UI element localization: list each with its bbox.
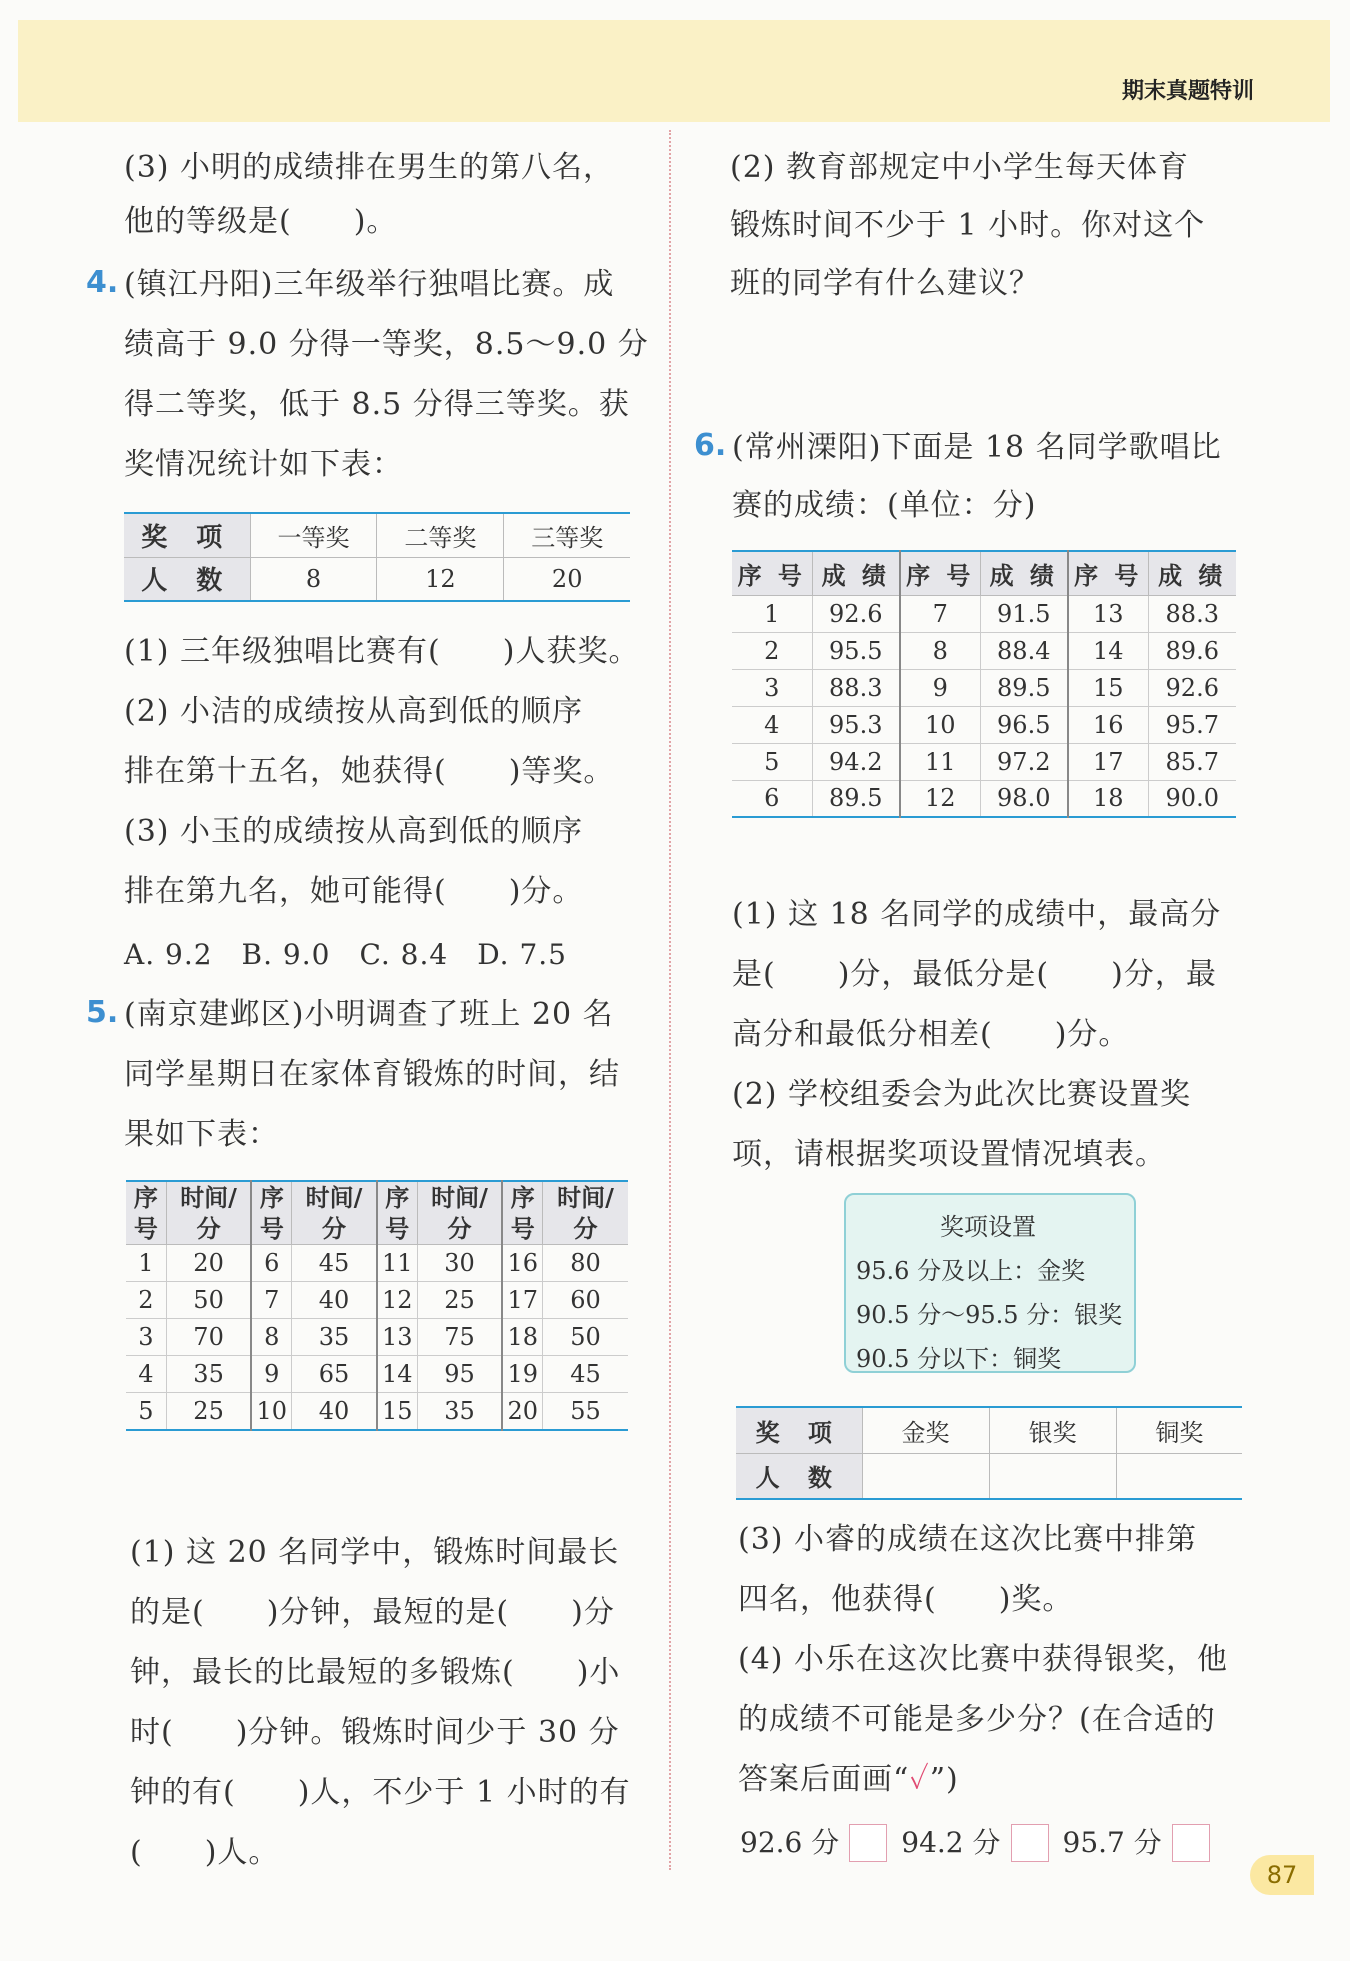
table-row: 6 89.5 12 98.0 18 90.0 [732,780,1236,817]
q5-sub-6: ( )人。 [130,1835,280,1870]
table-row: 3 70 8 35 13 75 18 50 [126,1319,628,1356]
header-cell: 时间/ 分 [543,1181,628,1245]
q6-line-2: 赛的成绩：(单位：分) [732,488,1037,523]
header-cell: 时间/ 分 [166,1181,251,1245]
column-divider [669,130,671,1870]
header-cell: 成 绩 [980,551,1068,595]
question-5-number: 5. [86,995,119,1030]
table-row: 4 95.3 10 96.5 16 95.7 [732,706,1236,743]
header-cell: 成 绩 [812,551,900,595]
q4-sub-3: 排在第十五名，她获得( )等奖。 [124,754,615,789]
award-box-line-1: 95.6 分及以上：金奖 [856,1257,1086,1285]
answer-checkbox[interactable] [1172,1824,1210,1862]
table-cell: 一等奖 [250,513,377,557]
page-number: 87 [1250,1855,1314,1895]
table-row-head: 奖 项 [124,513,250,557]
answer-cell[interactable] [989,1453,1116,1499]
answer-checkbox[interactable] [1011,1824,1049,1862]
q6-sub1-1: (1) 这 18 名同学的成绩中，最高分 [732,897,1222,932]
q4-sub-4: (3) 小玉的成绩按从高到低的顺序 [124,814,584,849]
q6-sub2-5: 答案后面画“✓”) [738,1762,959,1797]
table-row: 4 35 9 65 14 95 19 45 [126,1356,628,1393]
award-box-line-3: 90.5 分以下：铜奖 [856,1345,1062,1373]
header-cell: 时间/ 分 [417,1181,502,1245]
q5-sub-1: (1) 这 20 名同学中，锻炼时间最长 [130,1535,620,1570]
award-box-line-2: 90.5 分～95.5 分：银奖 [856,1301,1123,1329]
table-row-head: 奖 项 [736,1407,862,1453]
q5-sub-3: 钟，最长的比最短的多锻炼( )小 [130,1655,621,1690]
table-cell: 银奖 [989,1407,1116,1453]
q5-2-line-2: 锻炼时间不少于 1 小时。你对这个 [730,208,1206,243]
q4-sub-5: 排在第九名，她可能得( )分。 [124,874,584,909]
table-row-head: 人 数 [736,1453,862,1499]
page-header-band [18,20,1330,122]
header-cell: 序 号 [502,1181,542,1245]
award-count-table [124,512,630,602]
q4-sub-2: (2) 小洁的成绩按从高到低的顺序 [124,694,584,729]
header-cell: 序 号 [126,1181,166,1245]
q4-line-4: 奖情况统计如下表： [124,447,403,482]
table-cell: 二等奖 [377,513,504,557]
table-cell: 8 [250,557,377,601]
award-settings-box [844,1193,1136,1373]
exercise-time-table [126,1180,628,1431]
award-fill-table [736,1406,1242,1500]
table-row: 1 92.6 7 91.5 13 88.3 [732,595,1236,632]
q6-sub1-2: 是( )分，最低分是( )分，最 [732,957,1217,992]
q6-sub2-2: 四名，他获得( )奖。 [738,1582,1074,1617]
q4-line-3: 得二等奖，低于 8.5 分得三等奖。获 [124,387,630,422]
q6-line-1: (常州溧阳)下面是 18 名同学歌唱比 [732,430,1222,465]
table-row: 1 20 6 45 11 30 16 80 [126,1245,628,1282]
table-row: 2 50 7 40 12 25 17 60 [126,1282,628,1319]
answer-checkbox[interactable] [849,1824,887,1862]
option-label: 95.7 分 [1062,1826,1162,1859]
table-row-head: 人 数 [124,557,250,601]
header-cell: 序 号 [377,1181,417,1245]
q6-sub2-1: (3) 小睿的成绩在这次比赛中排第 [738,1522,1198,1557]
q6-sub1-4: (2) 学校组委会为此次比赛设置奖 [732,1077,1192,1112]
header-cell: 序 号 [1068,551,1148,595]
q5-2-line-3: 班的同学有什么建议？ [730,266,1040,301]
option-label: 94.2 分 [901,1826,1001,1859]
table-cell: 20 [504,557,630,601]
check-mark-icon: ✓ [909,1762,930,1797]
q5-line-2: 同学星期日在家体育锻炼的时间，结 [124,1057,620,1092]
table-cell: 12 [377,557,504,601]
table-cell: 铜奖 [1116,1407,1242,1453]
q3-3-line-2: 他的等级是( )。 [124,204,398,239]
q5-2-line-1: (2) 教育部规定中小学生每天体育 [730,150,1190,185]
header-title: 期末真题特训 [1121,79,1254,104]
table-row: 3 88.3 9 89.5 15 92.6 [732,669,1236,706]
table-cell: 三等奖 [504,513,630,557]
q6-sub1-5: 项，请根据奖项设置情况填表。 [732,1137,1166,1172]
q4-line-1: (镇江丹阳)三年级举行独唱比赛。成 [124,267,615,302]
q6-sub2-4: 的成绩不可能是多少分？(在合适的 [738,1702,1216,1737]
q3-3-line-1: (3) 小明的成绩排在男生的第八名， [124,150,615,185]
q5-sub-4: 时( )分钟。锻炼时间少于 30 分 [130,1715,620,1750]
header-cell: 序 号 [900,551,980,595]
table-row: 2 95.5 8 88.4 14 89.6 [732,632,1236,669]
answer-cell[interactable] [862,1453,989,1499]
header-cell: 序 号 [732,551,812,595]
table-row: 5 25 10 40 15 35 20 55 [126,1393,628,1430]
q6-sub1-3: 高分和最低分相差( )分。 [732,1017,1130,1052]
q5-sub-5: 钟的有( )人，不少于 1 小时的有 [130,1775,631,1810]
table-row: 5 94.2 11 97.2 17 85.7 [732,743,1236,780]
q5-line-3: 果如下表： [124,1117,279,1152]
q4-sub-1: (1) 三年级独唱比赛有( )人获奖。 [124,634,640,669]
singing-score-table [732,550,1236,818]
q4-line-2: 绩高于 9.0 分得一等奖，8.5～9.0 分 [124,327,649,362]
header-cell: 成 绩 [1148,551,1236,595]
question-4-number: 4. [86,265,119,300]
question-6-number: 6. [694,428,727,463]
q6-answer-options [740,1823,1224,1863]
header-cell: 时间/ 分 [292,1181,377,1245]
table-cell: 金奖 [862,1407,989,1453]
q6-sub2-3: (4) 小乐在这次比赛中获得银奖，他 [738,1642,1229,1677]
option-label: 92.6 分 [740,1826,840,1859]
header-cell: 序 号 [251,1181,291,1245]
answer-cell[interactable] [1116,1453,1242,1499]
q5-line-1: (南京建邺区)小明调查了班上 20 名 [124,997,614,1032]
q4-options: A. 9.2 B. 9.0 C. 8.4 D. 7.5 [124,938,567,971]
award-box-title: 奖项设置 [940,1213,1036,1241]
q5-sub-2: 的是( )分钟，最短的是( )分 [130,1595,615,1630]
